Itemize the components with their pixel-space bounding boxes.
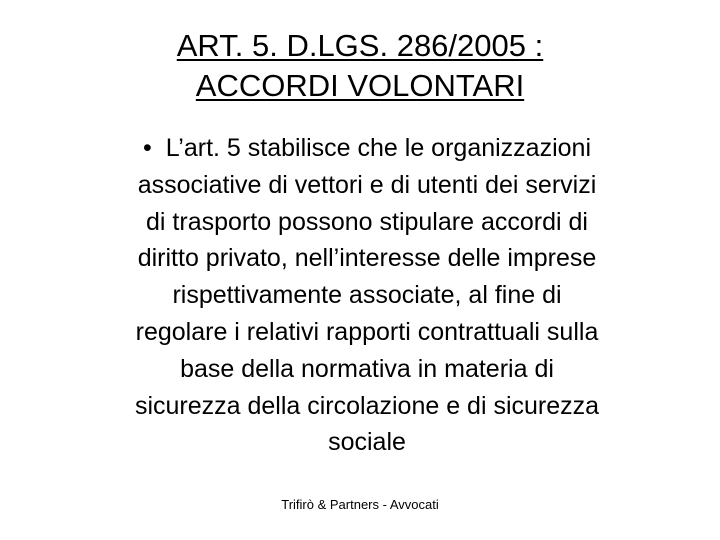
bullet-line-8: sicurezza della circolazione e di sicurezza [134,391,600,420]
slide-footer: Trifirò & Partners - Avvocati [281,497,439,512]
bullet-line-2: associative di vettori e di utenti dei servizi [137,170,597,199]
bullet-line-9: sociale [328,428,406,457]
bullet-dot-icon: • [143,134,152,162]
bullet-line-3: di trasporto possono stipulare accordi di [146,207,588,236]
bullet-paragraph [62,130,672,461]
slide-title-line-2: ACCORDI VOLONTARI [195,68,525,103]
bullet-line-4: diritto privato, nell’interesse delle imprese [137,244,597,273]
bullet-line-1 [62,130,672,167]
bullet-line-7: base della normativa in materia di [180,354,554,383]
bullet-line-1-text: L’art. 5 stabilisce che le organizzazioni [165,134,591,162]
bullet-line-6: regolare i relativi rapporti contrattuali sulla [135,317,599,346]
slide-title-line-1: ART. 5. D.LGS. 286/2005 : [176,28,544,63]
bullet-line-5: rispettivamente associate, al fine di [172,281,562,310]
slide-title [60,26,660,106]
